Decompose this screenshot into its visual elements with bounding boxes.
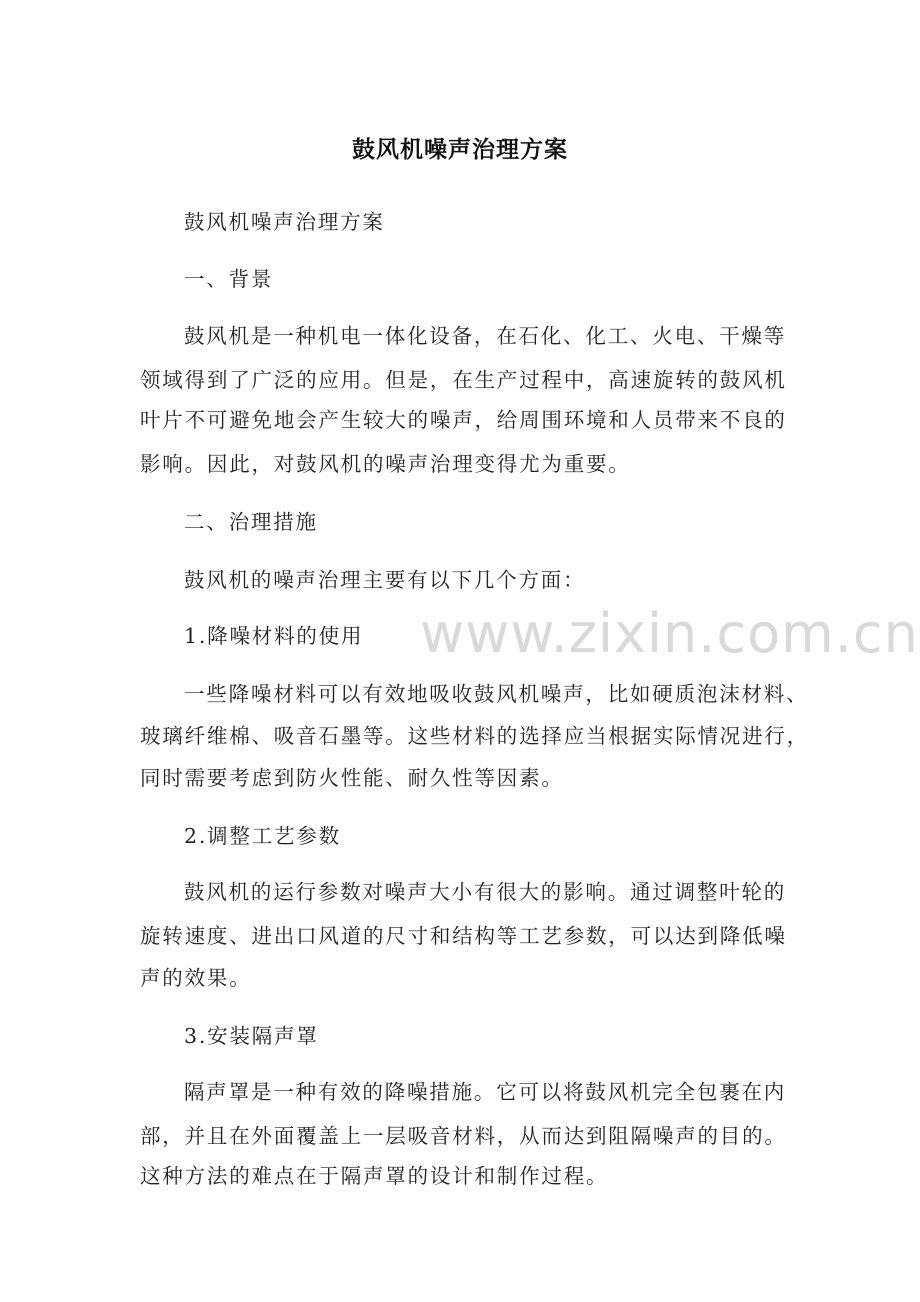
section-heading-measures: 二、治理措施 <box>184 510 318 534</box>
paragraph-line: 鼓风机的噪声治理主要有以下几个方面： <box>184 568 586 592</box>
paragraph-line: 影响。因此，对鼓风机的噪声治理变得尤为重要。 <box>140 452 631 476</box>
watermark: www.zixin.com.cn <box>420 602 919 665</box>
paragraph-line: 部，并且在外面覆盖上一层吸音材料，从而达到阻隔噪声的目的。 <box>140 1124 787 1148</box>
page-title: 鼓风机噪声治理方案 <box>352 137 568 163</box>
paragraph-line: 鼓风机是一种机电一体化设备，在石化、化工、火电、干燥等 <box>184 324 787 348</box>
subheading-process-params: 2.调整工艺参数 <box>184 824 341 848</box>
paragraph-line: 鼓风机的运行参数对噪声大小有很大的影响。通过调整叶轮的 <box>184 880 787 904</box>
paragraph-line: 叶片不可避免地会产生较大的噪声，给周围环境和人员带来不良的 <box>140 408 787 432</box>
subheading-noise-materials: 1.降噪材料的使用 <box>184 624 364 648</box>
doc-subtitle: 鼓风机噪声治理方案 <box>184 210 385 234</box>
paragraph-line: 同时需要考虑到防火性能、耐久性等因素。 <box>140 766 564 790</box>
section-heading-background: 一、背景 <box>184 267 274 291</box>
paragraph-line: 一些降噪材料可以有效地吸收鼓风机噪声，比如硬质泡沫材料、 <box>184 682 809 706</box>
subheading-sound-enclosure: 3.安装隔声罩 <box>184 1024 319 1048</box>
paragraph-line: 玻璃纤维棉、吸音石墨等。这些材料的选择应当根据实际情况进行， <box>140 724 809 748</box>
paragraph-line: 这种方法的难点在于隔声罩的设计和制作过程。 <box>140 1164 609 1188</box>
paragraph-line: 旋转速度、进出口风道的尺寸和结构等工艺参数，可以达到降低噪 <box>140 924 787 948</box>
paragraph-line: 隔声罩是一种有效的降噪措施。它可以将鼓风机完全包裹在内 <box>184 1080 787 1104</box>
paragraph-line: 领域得到了广泛的应用。但是，在生产过程中，高速旋转的鼓风机 <box>140 368 787 392</box>
paragraph-line: 声的效果。 <box>140 966 252 990</box>
